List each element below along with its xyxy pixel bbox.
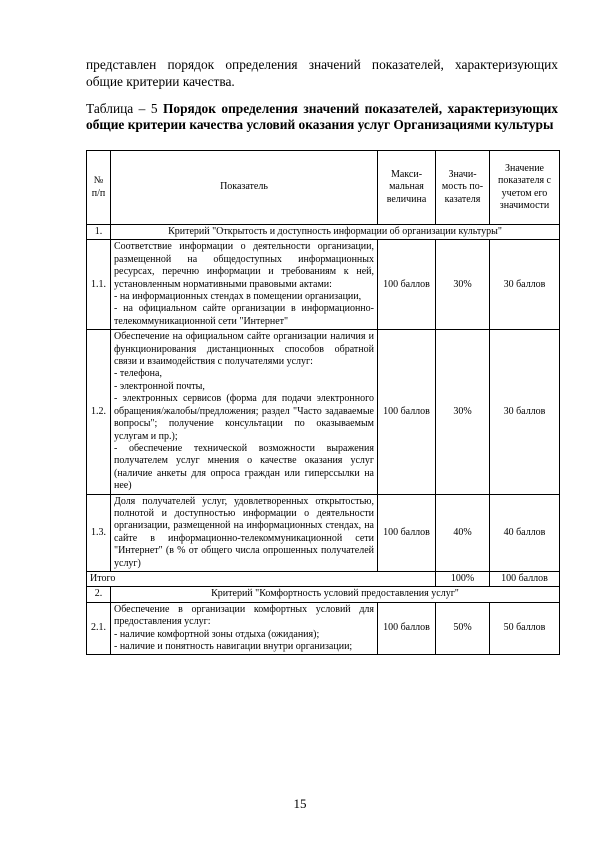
row-description	[111, 240, 378, 330]
desc-line: - обеспечение технической возможности выражения получателем услуг мнения о качестве оказания услуг (наличие анкеты для опроса граждан или гиперссылки на нее)	[114, 442, 374, 492]
total-value: 100 баллов	[490, 571, 560, 586]
total-row	[87, 571, 560, 586]
row-weight: 30%	[436, 240, 490, 330]
header-indicator: Показатель	[111, 151, 378, 225]
desc-line: Соответствие информации о деятельности организации, размещенной на общедоступных информационных ресурсах, перечню информации и требованиям к ней, установленным нормативными правовыми актами:	[114, 241, 374, 290]
desc-line: Обеспечение на официальном сайте организации наличия и функционирования дистанционных способов обратной связи и взаимодействия с получателями услуг:	[114, 331, 374, 368]
table-row	[87, 240, 560, 330]
total-weight: 100%	[436, 571, 490, 586]
row-description	[111, 494, 378, 571]
desc-line: - телефона,	[114, 368, 162, 380]
row-weight: 30%	[436, 330, 490, 494]
row-description	[111, 330, 378, 494]
row-weight: 40%	[436, 494, 490, 571]
table-row	[87, 602, 560, 655]
row-max: 100 баллов	[378, 330, 436, 494]
table-row	[87, 494, 560, 571]
header-weight: Значи-мость по-казателя	[436, 151, 490, 225]
row-max: 100 баллов	[378, 494, 436, 571]
table-row	[87, 330, 560, 494]
table-caption-label: Таблица – 5	[86, 101, 158, 116]
desc-line: - наличие комфортной зоны отдыха (ожидания);	[114, 628, 320, 640]
desc-line: - наличие и понятность навигации внутри организации;	[114, 641, 353, 652]
criterion-2-title: Критерий "Комфортность условий предоставления услуг"	[111, 587, 560, 602]
row-num: 1.1.	[87, 240, 111, 330]
total-label: Итого	[87, 571, 436, 586]
row-value: 40 баллов	[490, 494, 560, 571]
row-value: 50 баллов	[490, 602, 560, 655]
row-max: 100 баллов	[378, 240, 436, 330]
row-value: 30 баллов	[490, 330, 560, 494]
page-number: 15	[293, 796, 307, 811]
row-max: 100 баллов	[378, 602, 436, 655]
criterion-1-row	[87, 225, 560, 240]
criterion-1-title: Критерий "Открытость и доступность информации об организации культуры"	[111, 225, 560, 240]
header-value: Значение показателя с учетом его значимости	[490, 151, 560, 225]
header-max: Макси-мальная величина	[378, 151, 436, 225]
criterion-2-row	[87, 587, 560, 602]
row-description	[111, 602, 378, 655]
row-value: 30 баллов	[490, 240, 560, 330]
row-weight: 50%	[436, 602, 490, 655]
desc-line: - электронных сервисов (форма для подачи электронного обращения/жалобы/предложения; раздел "Часто задаваемые вопросы"; получение консультации по оказываемым услугам и пр.);	[114, 393, 374, 442]
desc-line: Доля получателей услуг, удовлетворенных открытостью, полнотой и доступностью информации о деятельности организации, размещенной на информационных стендах, на сайте в информационно-телекоммуникационной сети "Интернет" (в % от общего числа опрошенных получателей услуг)	[114, 495, 374, 569]
table-header-row	[87, 151, 560, 225]
criteria-table	[86, 150, 560, 655]
table-caption-title: Порядок определения значений показателей, характеризующих общие критерии качества условий оказания услуг Организациями культуры	[86, 101, 558, 132]
desc-line: - на информационных стендах в помещении организации,	[114, 291, 362, 303]
row-num: 2.1.	[87, 602, 111, 655]
desc-line: - на официальном сайте организации в информационно-телекоммуникационной сети "Интернет"	[114, 303, 374, 327]
desc-line: Обеспечение в организации комфортных условий для предоставления услуг:	[114, 603, 374, 628]
row-num: 1.3.	[87, 494, 111, 571]
row-num: 1.2.	[87, 330, 111, 494]
criterion-2-num: 2.	[87, 587, 111, 602]
header-num: № п/п	[87, 151, 111, 225]
intro-paragraph: представлен порядок определения значений показателей, характеризующих общие критерии качества.	[86, 57, 558, 89]
criterion-1-num: 1.	[87, 225, 111, 240]
desc-line: - электронной почты,	[114, 380, 205, 392]
table-caption	[86, 101, 558, 133]
